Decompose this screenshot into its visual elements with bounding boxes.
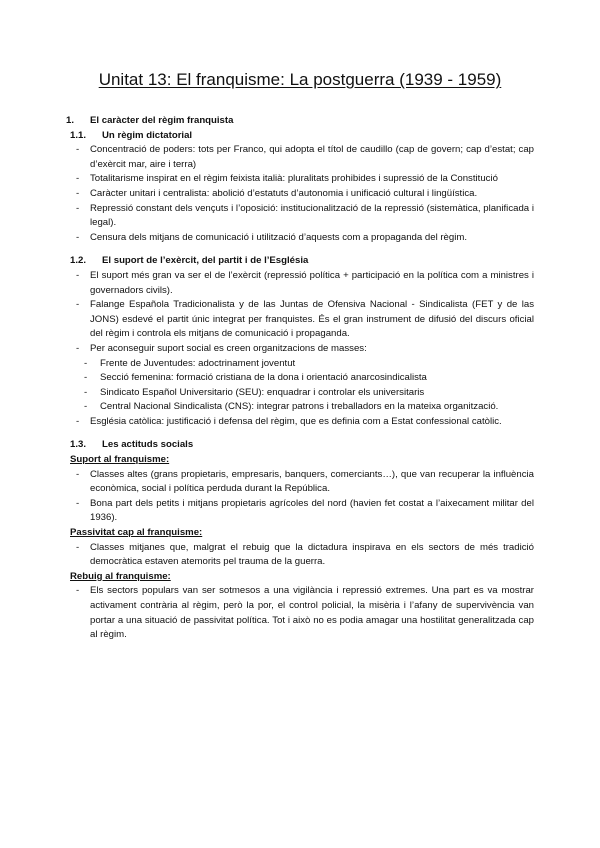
section-1-2-list-end [64, 415, 534, 430]
list-item: - Falange Española Tradicionalista y de las Juntas de Ofensiva Nacional - Sindicalista (FET y de las JONS) esdevé el partit únic integrat per franquistes. És el gran instrument de difusió del discurs oficial del règim i controla els mitjans de comunicació i propaganda. [64, 298, 534, 342]
section-1-3-heading [64, 438, 534, 453]
rejection-subheading: Rebuig al franquisme: [70, 570, 171, 582]
section-title: El suport de l’exèrcit, del partit i de l’Església [102, 255, 309, 267]
list-item: - Concentració de poders: tots per Franco, qui adopta el títol de caudillo (cap de govern; cap d’estat; cap d’exèrcit mar, aire i terra) [64, 143, 534, 172]
list-item: - Bona part dels petits i mitjans propietaris agrícoles del nord (havien fet costat a l’aixecament militar del 1936). [64, 497, 534, 526]
list-item: - Classes mitjanes que, malgrat el rebuig que la dictadura inspirava en els sectors de més tradició democràtica estaven atemorits pel trauma de la guerra. [64, 541, 534, 570]
section-number: 1.1. [70, 129, 87, 141]
section-number: 1.2. [70, 255, 87, 267]
list-item: - Secció femenina: formació cristiana de la dona i orientació anarcosindicalista [64, 371, 534, 386]
list-item: - El suport més gran va ser el de l’exèrcit (repressió política + participació en la política com a ministres i governadors civils). [64, 269, 534, 298]
list-item: - Església catòlica: justificació i defensa del règim, que es definia com a Estat confessional catòlic. [64, 415, 534, 430]
section-1-1-list [64, 143, 534, 245]
list-item: - Sindicato Español Universitario (SEU): enquadrar i controlar els universitaris [64, 386, 534, 401]
section-1-heading [64, 114, 534, 129]
section-number: 1.3. [70, 439, 87, 451]
list-item: - Classes altes (grans propietaris, empresaris, banquers, comerciants…), que van recuperar la influència econòmica, social i política perduda durant la República. [64, 468, 534, 497]
section-title: Les actituds socials [102, 439, 194, 451]
document-body [64, 114, 534, 643]
page-title: Unitat 13: El franquisme: La postguerra (1939 - 1959) [98, 70, 502, 89]
section-1-1-heading [64, 129, 534, 144]
support-subheading: Suport al franquisme: [70, 454, 170, 466]
section-title: El caràcter del règim franquista [90, 115, 234, 126]
list-item: - Per aconseguir suport social es creen organitzacions de masses: [64, 342, 534, 357]
passivity-subheading: Passivitat cap al franquisme: [70, 527, 203, 539]
list-item: - Frente de Juventudes: adoctrinament joventut [64, 357, 534, 372]
list-item: - Censura dels mitjans de comunicació i utilització d’aquests com a propaganda del règim. [64, 231, 534, 246]
rejection-list [64, 584, 534, 642]
passivity-list [64, 541, 534, 570]
list-item: - Totalitarisme inspirat en el règim feixista italià: pluralitats prohibides i supressió de la Constitució [64, 172, 534, 187]
list-item: - Repressió constant dels vençuts i l’oposició: institucionalització de la repressió (sistemàtica, planificada i legal). [64, 202, 534, 231]
mass-organizations-list [64, 357, 534, 415]
section-1-2-list [64, 269, 534, 357]
list-item: - Caràcter unitari i centralista: abolició d’estatuts d’autonomia i unificació cultural i lingüística. [64, 187, 534, 202]
section-1-2-heading [64, 254, 534, 269]
support-list [64, 468, 534, 526]
section-number: 1. [66, 115, 75, 126]
list-item: - Central Nacional Sindicalista (CNS): integrar patrons i treballadors en la mateixa organització. [64, 400, 534, 415]
section-title: Un règim dictatorial [102, 129, 193, 141]
list-item: - Els sectors populars van ser sotmesos a una vigilància i repressió extremes. Una part es va mostrar activament contrària al règim, però la por, el control policial, la misèria i l’afany de supervivència van portar a una situació de passivitat política. Tot i això no es podia amagar una hostilitat generalitzada cap al règim. [64, 584, 534, 642]
